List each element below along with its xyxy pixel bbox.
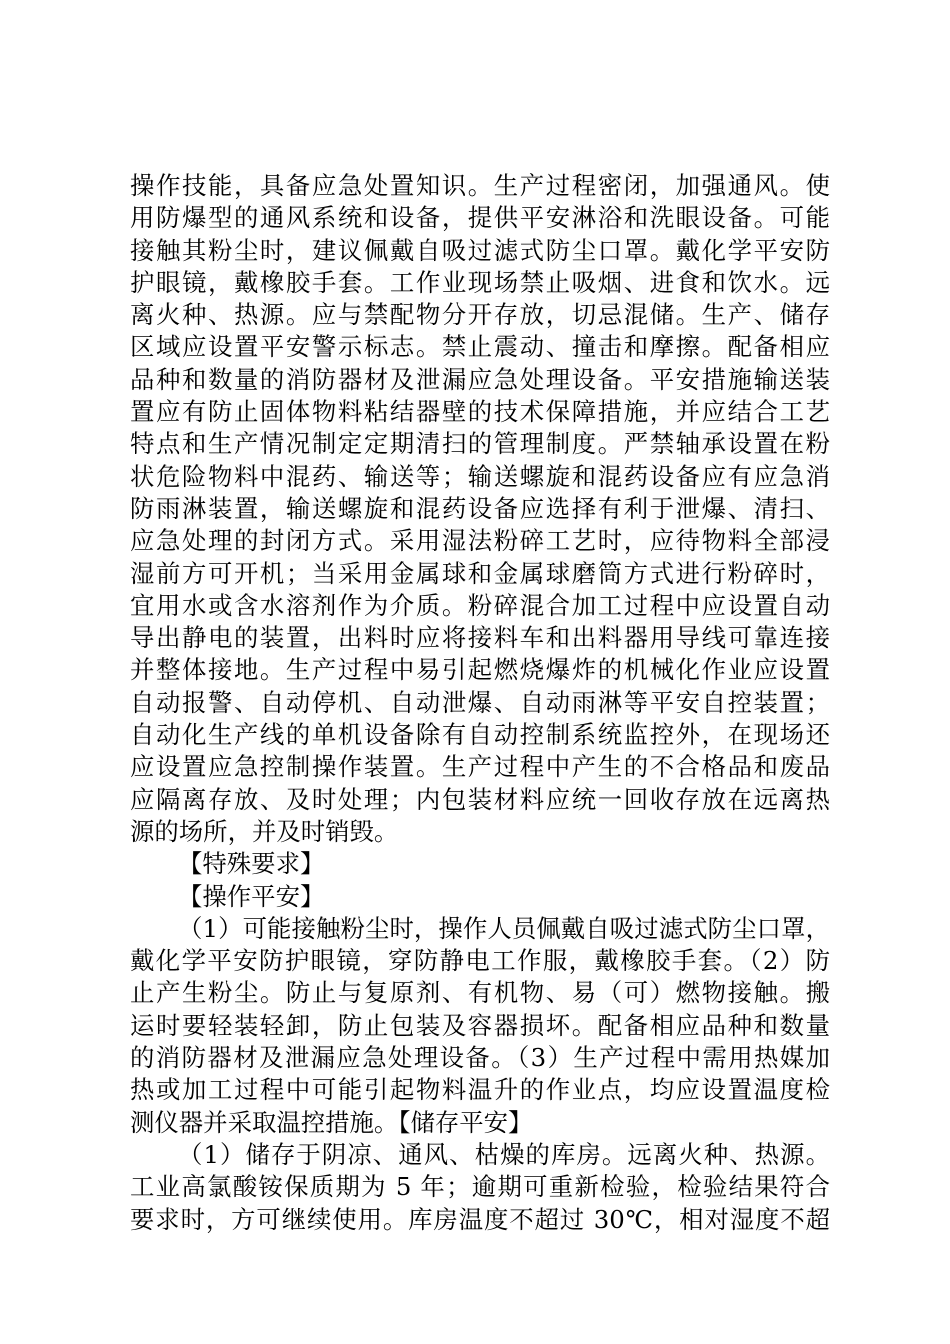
text-line: 置应有防止固体物料粘结器壁的技术保障措施，并应结合工艺 xyxy=(130,397,830,427)
text-line: 离火种、热源。应与禁配物分开存放，切忌混储。生产、储存 xyxy=(130,300,830,330)
text-line: 用防爆型的通风系统和设备，提供平安淋浴和洗眼设备。可能 xyxy=(130,203,830,233)
text-line: 的消防器材及泄漏应急处理设备。（3）生产过程中需用热媒加 xyxy=(130,1043,830,1073)
text-line: 品种和数量的消防器材及泄漏应急处理设备。平安措施输送装 xyxy=(130,364,830,394)
text-line: 工业高氯酸铵保质期为 5 年；逾期可重新检验，检验结果符合 xyxy=(130,1172,830,1202)
text-line: 应设置应急控制操作装置。生产过程中产生的不合格品和废品 xyxy=(130,752,830,782)
text-line: 测仪器并采取温控措施。【储存平安】 xyxy=(130,1107,533,1137)
text-line: 状危险物料中混药、输送等；输送螺旋和混药设备应有应急消 xyxy=(130,461,830,491)
text-line: 护眼镜，戴橡胶手套。工作业现场禁止吸烟、进食和饮水。远 xyxy=(130,267,830,297)
text-line: 戴化学平安防护眼镜，穿防静电工作服，戴橡胶手套。（2）防 xyxy=(130,946,830,976)
text-line: 止产生粉尘。防止与复原剂、有机物、易（可）燃物接触。搬 xyxy=(130,978,830,1008)
section-heading: 【操作平安】 xyxy=(178,881,325,911)
text-line: 湿前方可开机；当采用金属球和金属球磨筒方式进行粉碎时， xyxy=(130,558,830,588)
text-line: 源的场所，并及时销毁。 xyxy=(130,816,399,846)
text-line: 运时要轻装轻卸，防止包装及容器损坏。配备相应品种和数量 xyxy=(130,1010,830,1040)
text-line: （1）储存于阴凉、通风、枯燥的库房。远离火种、热源。 xyxy=(178,1139,830,1169)
text-line: 特点和生产情况制定定期清扫的管理制度。严禁轴承设置在粉 xyxy=(130,429,830,459)
text-line: 自动化生产线的单机设备除有自动控制系统监控外，在现场还 xyxy=(130,720,830,750)
text-line: 接触其粉尘时，建议佩戴自吸过滤式防尘口罩。戴化学平安防 xyxy=(130,235,830,265)
text-line: 要求时，方可继续使用。库房温度不超过 30℃，相对湿度不超 xyxy=(130,1204,830,1234)
text-line: 应急处理的封闭方式。采用湿法粉碎工艺时，应待物料全部浸 xyxy=(130,526,830,556)
document-body xyxy=(130,170,830,1236)
text-line: 宜用水或含水溶剂作为介质。粉碎混合加工过程中应设置自动 xyxy=(130,590,830,620)
text-line: 区域应设置平安警示标志。禁止震动、撞击和摩擦。配备相应 xyxy=(130,332,830,362)
text-line: 自动报警、自动停机、自动泄爆、自动雨淋等平安自控装置； xyxy=(130,687,830,717)
text-line: 热或加工过程中可能引起物料温升的作业点，均应设置温度检 xyxy=(130,1075,830,1105)
text-line: 应隔离存放、及时处理；内包装材料应统一回收存放在远离热 xyxy=(130,784,830,814)
text-line: 操作技能，具备应急处置知识。生产过程密闭，加强通风。使 xyxy=(130,171,830,200)
text-line: 防雨淋装置，输送螺旋和混药设备应选择有利于泄爆、清扫、 xyxy=(130,493,830,523)
text-line: 导出静电的装置，出料时应将接料车和出料器用导线可靠连接 xyxy=(130,623,830,653)
section-heading: 【特殊要求】 xyxy=(178,849,325,879)
text-line: （1）可能接触粉尘时，操作人员佩戴自吸过滤式防尘口罩， xyxy=(178,913,830,943)
text-line: 并整体接地。生产过程中易引起燃烧爆炸的机械化作业应设置 xyxy=(130,655,830,685)
